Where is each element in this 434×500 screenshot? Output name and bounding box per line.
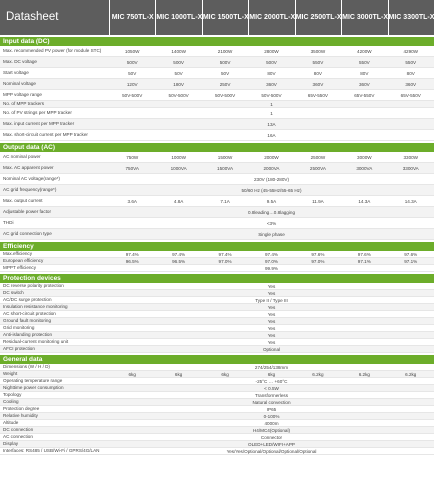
spec-value: 3300W <box>403 154 419 160</box>
spec-row <box>0 364 434 371</box>
spec-values <box>109 339 434 345</box>
spec-values <box>109 283 434 289</box>
spec-row <box>0 346 434 353</box>
spec-value: 4200W <box>357 48 372 54</box>
spec-value: 97.1% <box>357 258 371 264</box>
spec-values <box>109 174 434 184</box>
spec-value: 97.6% <box>357 251 371 257</box>
spec-value-shared: 13A <box>267 121 276 127</box>
spec-value-shared: < 0.5W <box>264 385 279 391</box>
spec-label: Grid monitoring <box>3 325 35 331</box>
spec-value: 80V <box>360 70 369 76</box>
spec-value-shared: Yes <box>267 339 276 345</box>
spec-values <box>109 399 434 405</box>
spec-value: 6.2kg <box>405 371 417 377</box>
spec-values <box>109 392 434 398</box>
spec-values <box>109 57 434 67</box>
spec-row <box>0 258 434 265</box>
spec-row <box>0 119 434 130</box>
spec-row <box>0 385 434 392</box>
spec-value: 500V <box>173 59 184 65</box>
spec-value-shared: Connector <box>260 434 283 440</box>
spec-label: AFCI protection <box>3 346 35 352</box>
spec-value: 550V <box>312 59 324 65</box>
spec-values <box>109 346 434 352</box>
spec-value-shared: 99.9% <box>264 265 279 271</box>
spec-sections <box>0 37 434 455</box>
spec-value: 3000VA <box>356 165 373 171</box>
spec-value: 14.3A <box>404 198 417 204</box>
spec-values <box>109 46 434 56</box>
spec-value-shared: 4000m <box>264 420 279 426</box>
spec-values <box>109 325 434 331</box>
spec-label: Display <box>3 441 19 447</box>
spec-value-shared: 0.8leading…0.8lagging <box>248 209 295 215</box>
spec-values <box>109 207 434 217</box>
spec-values <box>109 90 434 100</box>
spec-value: 6.2kg <box>358 371 370 377</box>
spec-value-shared: 274/254/138mm <box>254 364 289 370</box>
spec-label: Altitude <box>3 420 19 426</box>
spec-value-shared: Yes <box>267 318 276 324</box>
spec-value: 6kg <box>221 371 229 377</box>
spec-label: Residual-current monitoring unit <box>3 339 69 345</box>
spec-label: European efficiency <box>3 258 44 264</box>
spec-values <box>109 378 434 384</box>
spec-label: AC grid frequency(range*) <box>3 187 57 193</box>
spec-row <box>0 101 434 108</box>
spec-value-shared: Type II / Type III <box>255 297 288 303</box>
spec-label: THDi <box>3 220 14 226</box>
spec-value: 550V <box>405 59 417 65</box>
spec-row <box>0 406 434 413</box>
spec-row <box>0 413 434 420</box>
spec-row <box>0 90 434 101</box>
spec-row <box>0 448 434 455</box>
spec-label: Insulation resistance monitoring <box>3 304 68 310</box>
spec-label: Max. output current <box>3 198 43 204</box>
spec-value: 360V <box>405 81 417 87</box>
spec-row <box>0 332 434 339</box>
spec-row <box>0 79 434 90</box>
spec-value: 6kg <box>128 371 136 377</box>
spec-label: Anti-islanding protection <box>3 332 53 338</box>
spec-values <box>109 196 434 206</box>
spec-label: Dimensions (W / H / D) <box>3 364 50 370</box>
spec-values <box>109 371 434 377</box>
spec-values <box>109 258 434 264</box>
spec-label: AC grid connection type <box>3 231 52 237</box>
section-title: Efficiency <box>0 242 434 251</box>
spec-value: 97.4% <box>218 251 232 257</box>
spec-row <box>0 265 434 272</box>
spec-value: 80V <box>267 70 276 76</box>
spec-value: 2000VA <box>263 165 280 171</box>
spec-value-shared: 50/60 Hz (45-55Hz/55-65 Hz) <box>241 187 302 193</box>
spec-values <box>109 152 434 162</box>
spec-values <box>109 311 434 317</box>
spec-values <box>109 163 434 173</box>
spec-label: Interfaces: RS485 / USB/Wi-Fi / GPRS/4G/LAN <box>3 448 100 454</box>
spec-value-shared: OLED+LED/WIFI+APP <box>248 441 295 447</box>
spec-value: 500V <box>219 59 231 65</box>
spec-label: Max. DC voltage <box>3 59 37 65</box>
spec-value: 11.9A <box>312 198 324 204</box>
spec-value: 1400W <box>171 48 186 54</box>
spec-value: 2500W <box>310 154 326 160</box>
spec-label: Nominal AC voltage(range*) <box>3 176 60 182</box>
spec-values <box>109 385 434 391</box>
spec-value: 1000VA <box>170 165 187 171</box>
spec-value: 4.8A <box>173 198 184 204</box>
spec-values <box>109 265 434 271</box>
spec-label: Cooling <box>3 399 19 405</box>
spec-label: No. of MPP trackers <box>3 101 45 107</box>
spec-row <box>0 399 434 406</box>
spec-label: No. of PV strings per MPP tracker <box>3 110 72 116</box>
spec-value: 97.0% <box>264 258 278 264</box>
spec-value: 180V <box>173 81 184 87</box>
spec-value: 360V <box>358 81 370 87</box>
spec-value: 750W <box>126 154 139 160</box>
spec-value: 97.6% <box>404 251 418 257</box>
spec-value-shared: Natural convection <box>252 399 291 405</box>
spec-row <box>0 378 434 385</box>
spec-value: 360V <box>266 81 277 87</box>
section-title: Input data (DC) <box>0 37 434 46</box>
spec-label: Nighttime power consumption <box>3 385 64 391</box>
spec-label: Start voltage <box>3 70 29 76</box>
spec-value: 3.6A <box>127 198 137 204</box>
spec-value: 6.2kg <box>312 371 324 377</box>
spec-value: 250V <box>219 81 231 87</box>
spec-label: DC reverse polarity protection <box>3 283 64 289</box>
spec-value-shared: IP65 <box>266 406 277 412</box>
model-column-header: MIC 1500TL-X <box>203 0 248 35</box>
spec-value: 500V <box>266 59 277 65</box>
spec-value: 6kg <box>174 371 183 377</box>
spec-value: 3500W <box>310 48 326 54</box>
spec-values <box>109 304 434 310</box>
spec-label: DC connection <box>3 427 34 433</box>
model-column-header: MIC 1000TL-X <box>156 0 201 35</box>
spec-value: 120V <box>126 81 138 87</box>
spec-value: 50V-500V <box>214 92 236 98</box>
spec-row <box>0 427 434 434</box>
spec-value: 14.3A <box>358 198 371 204</box>
spec-value-shared: Transformerless <box>254 392 288 398</box>
spec-value: 3000W <box>357 154 372 160</box>
spec-row <box>0 152 434 163</box>
spec-values <box>109 119 434 129</box>
spec-value: 50V <box>128 70 137 76</box>
spec-values <box>109 185 434 195</box>
spec-value-shared: Yes/Yes/Optional/Optional/Optional/Optional <box>226 448 317 454</box>
spec-row <box>0 297 434 304</box>
spec-row <box>0 304 434 311</box>
spec-label: Weight <box>3 371 18 377</box>
spec-value-shared: 0-100% <box>263 413 280 419</box>
spec-value: 550V <box>358 59 370 65</box>
spec-value-shared: Yes <box>267 290 276 296</box>
spec-row <box>0 371 434 378</box>
spec-value: 1000W <box>171 154 186 160</box>
spec-row <box>0 318 434 325</box>
spec-row <box>0 218 434 229</box>
spec-value: 97.0% <box>311 258 325 264</box>
spec-values <box>109 218 434 228</box>
spec-row <box>0 130 434 141</box>
spec-value-shared: <3% <box>266 220 277 226</box>
spec-value: 2800W <box>264 48 279 54</box>
spec-value-shared: 230V (180-280V) <box>254 176 289 182</box>
spec-values <box>109 101 434 107</box>
spec-value: 2500VA <box>309 165 326 171</box>
section-title: Protection devices <box>0 274 434 283</box>
spec-label: Max. short-circuit current per MPP tracker <box>3 132 88 138</box>
spec-label: Max. AC apparent power <box>3 165 54 171</box>
spec-row <box>0 420 434 427</box>
spec-value: 97.4% <box>172 251 186 257</box>
spec-values <box>109 68 434 78</box>
spec-value: 80V <box>406 70 415 76</box>
spec-value: 97.4% <box>264 251 278 257</box>
spec-value: 1500VA <box>217 165 234 171</box>
spec-label: Nominal voltage <box>3 81 36 87</box>
spec-label: Operating temperature range <box>3 378 63 384</box>
spec-value-shared: Single phase <box>258 231 285 237</box>
spec-label: Max.efficiency <box>3 251 33 257</box>
spec-row <box>0 163 434 174</box>
spec-value: 50V-500V <box>168 92 189 98</box>
spec-value-shared: Yes <box>267 304 276 310</box>
spec-row <box>0 108 434 119</box>
spec-value: 80V <box>313 70 322 76</box>
datasheet-title: Datasheet <box>0 0 109 35</box>
section-title: Output data (AC) <box>0 143 434 152</box>
spec-row <box>0 434 434 441</box>
model-column-header: MIC 750TL-X <box>110 0 155 35</box>
spec-label: Ground fault monitoring <box>3 318 52 324</box>
spec-value: 50V <box>174 70 183 76</box>
spec-values <box>109 448 434 454</box>
spec-value-shared: Yes <box>267 283 276 289</box>
model-column-header: MIC 3300TL-X <box>389 0 434 35</box>
spec-value: 50V-500V <box>261 92 282 98</box>
datasheet-header <box>0 0 434 35</box>
spec-label: DC switch <box>3 290 24 296</box>
spec-label: Adjustable power factor <box>3 209 52 215</box>
spec-values <box>109 290 434 296</box>
spec-values <box>109 434 434 440</box>
spec-label: AC/DC surge protection <box>3 297 52 303</box>
spec-label: Max. input current per MPP tracker <box>3 121 75 127</box>
spec-value-shared: Optional <box>262 346 281 352</box>
spec-label: AC connection <box>3 434 33 440</box>
spec-row <box>0 229 434 240</box>
spec-row <box>0 290 434 297</box>
spec-row <box>0 185 434 196</box>
spec-value: 7.1A <box>220 198 230 204</box>
spec-values <box>109 406 434 412</box>
spec-row <box>0 311 434 318</box>
spec-value: 96.5% <box>125 258 139 264</box>
model-column-header: MIC 2500TL-X <box>296 0 341 35</box>
spec-value: 6kg <box>267 371 276 377</box>
spec-value: 65V-550V <box>400 92 421 98</box>
spec-value: 65V-550V <box>307 92 328 98</box>
spec-value: 97.1% <box>404 258 418 264</box>
spec-value: 50V <box>220 70 230 76</box>
spec-value: 500V <box>126 59 138 65</box>
spec-value: 750VA <box>125 165 139 171</box>
spec-value: 50V-500V <box>122 92 143 98</box>
spec-value: 4290W <box>403 48 419 54</box>
model-column-header: MIC 2000TL-X <box>249 0 294 35</box>
spec-values <box>109 318 434 324</box>
spec-value: 97.4% <box>125 251 139 257</box>
spec-values <box>109 130 434 140</box>
spec-row <box>0 283 434 290</box>
spec-value: 2100W <box>217 48 233 54</box>
spec-value: 65V-550V <box>354 92 375 98</box>
spec-value-shared: 16A <box>267 132 276 138</box>
spec-value-shared: -25°C … +60°C <box>255 378 288 384</box>
spec-label: AC nominal power <box>3 154 41 160</box>
spec-value-shared: 1 <box>270 101 273 107</box>
spec-label: Max. recommended PV power (for module STC) <box>3 48 102 54</box>
spec-label: Protection degree <box>3 406 40 412</box>
spec-row <box>0 46 434 57</box>
spec-label: Relative humidity <box>3 413 38 419</box>
spec-values <box>109 427 434 433</box>
spec-label: MPP voltage range <box>3 92 42 98</box>
spec-value: 9.5A <box>266 198 277 204</box>
spec-row <box>0 174 434 185</box>
spec-value-shared: Yes <box>267 325 276 331</box>
spec-value: 3300VA <box>402 165 419 171</box>
spec-value: 2000W <box>264 154 279 160</box>
spec-values <box>109 441 434 447</box>
spec-row <box>0 392 434 399</box>
spec-row <box>0 196 434 207</box>
spec-value-shared: 1 <box>270 110 273 116</box>
spec-value: 1500W <box>217 154 233 160</box>
spec-row <box>0 441 434 448</box>
spec-row <box>0 325 434 332</box>
spec-value-shared: Yes <box>267 332 276 338</box>
spec-row <box>0 57 434 68</box>
spec-value-shared: H4/MC4(Optional) <box>252 427 291 433</box>
spec-value: 96.5% <box>172 258 186 264</box>
section-title: General data <box>0 355 434 364</box>
spec-value: 97.6% <box>311 251 325 257</box>
spec-value: 97.0% <box>218 258 232 264</box>
spec-label: Topology <box>3 392 22 398</box>
spec-value: 360V <box>312 81 324 87</box>
spec-value: 1050W <box>124 48 140 54</box>
spec-values <box>109 251 434 257</box>
spec-row <box>0 339 434 346</box>
spec-values <box>109 332 434 338</box>
spec-values <box>109 420 434 426</box>
spec-values <box>109 413 434 419</box>
model-column-header: MIC 3000TL-X <box>342 0 387 35</box>
spec-values <box>109 364 434 370</box>
spec-row <box>0 68 434 79</box>
spec-values <box>109 229 434 239</box>
spec-values <box>109 79 434 89</box>
spec-value-shared: Yes <box>267 311 276 317</box>
spec-row <box>0 251 434 258</box>
spec-label: MPPT efficiency <box>3 265 37 271</box>
spec-values <box>109 108 434 118</box>
spec-values <box>109 297 434 303</box>
spec-label: AC short-circuit protection <box>3 311 56 317</box>
spec-row <box>0 207 434 218</box>
